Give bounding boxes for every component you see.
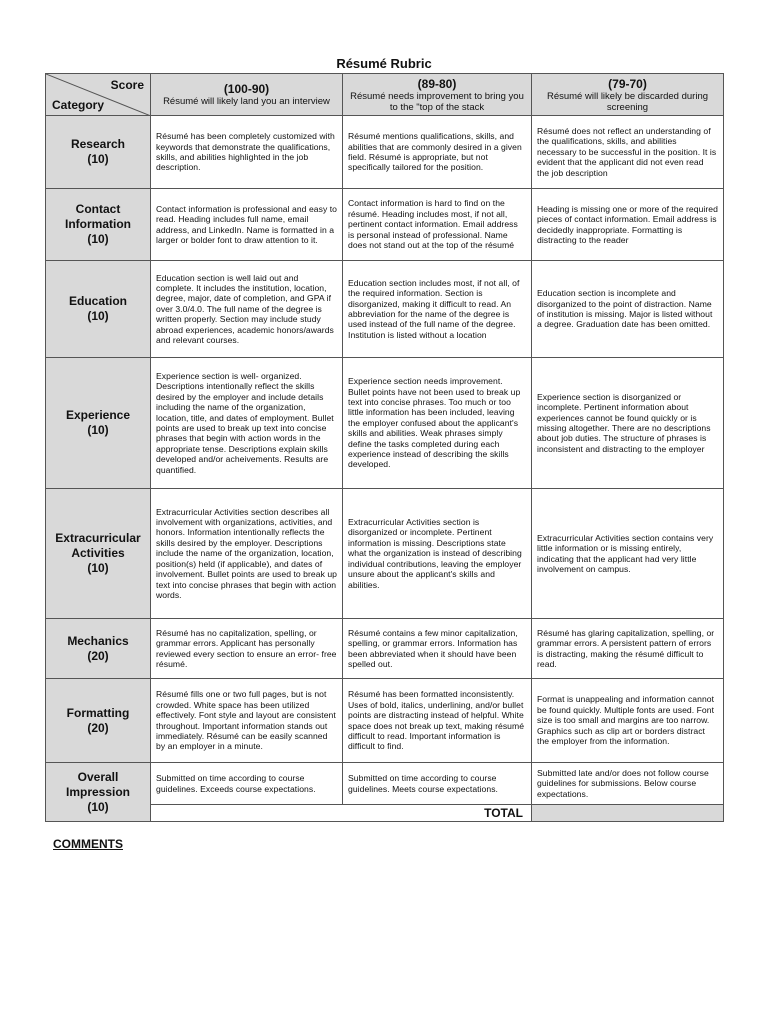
category-label: Category — [52, 98, 105, 112]
rubric-cell: Heading is missing one or more of the required pieces of contact information. Email address is decidedly inappropriate. Formatting is distracting to the reader — [532, 189, 724, 261]
rubric-cell: Extracurricular Activities section contains very little information or is missing entirely, indicating that the applicant had very little involvement on campus. — [532, 489, 724, 619]
rubric-cell: Extracurricular Activities section is disorganized or incomplete. Pertinent information is missing. Descriptions state what the organization is instead of describing individual contributions, leaving the employer unsure about the applicant's skills and abilities. — [343, 489, 532, 619]
rubric-cell: Submitted on time according to course guidelines. Exceeds course expectations. — [151, 763, 343, 805]
rubric-cell: Résumé mentions qualifications, skills, and abilities that are commonly desired in a given field. Résumé is appropriate, but not specifically tailored for the position. — [343, 116, 532, 189]
rubric-cell: Submitted late and/or does not follow course guidelines for submissions. Below course expectations. — [532, 763, 724, 805]
column-range: (89-80) — [417, 76, 457, 91]
row-overall-impression — [46, 763, 724, 805]
row-contact-information — [46, 189, 724, 261]
category-formatting: Formatting (20) — [46, 679, 151, 763]
row-experience — [46, 358, 724, 489]
row-formatting — [46, 679, 724, 763]
category-overall-impression: Overall Impression (10) — [46, 763, 151, 822]
corner-cell — [46, 74, 151, 116]
rubric-cell: Résumé has been completely customized with keywords that demonstrate the qualifications, skills, and abilities highlighted in the job description. — [151, 116, 343, 189]
column-desc: Résumé needs improvement to bring you to the "top of the stack — [350, 90, 524, 113]
page-title: Résumé Rubric — [336, 56, 432, 71]
category-extracurricular-activities: Extracurricular Activities (10) — [46, 489, 151, 619]
row-extracurricular-activities — [46, 489, 724, 619]
rubric-cell: Experience section is disorganized or incomplete. Pertinent information about experiences cannot be found quickly or is missing altogether. There are no descriptions about job duties. The structure of phrases is inconsistent and distracting to the employer — [532, 358, 724, 489]
rubric-cell: Extracurricular Activities section describes all involvement with organizations, activities, and honors. Information intentionally reflects the skills desired by the employer. Descriptions include the name of the organization, location, position(s) held (if applicable), and dates of involvement. Bullet points are used to break up text into concise phrases that begin with action words. — [151, 489, 343, 619]
column-range: (100-90) — [223, 82, 270, 96]
rubric-table — [45, 73, 724, 822]
rubric-cell: Format is unappealing and information cannot be found quickly. Multiple fonts are used. Font size is too small and margins are too narrow. Graphics such as clip art or borders distract the employer from the information. — [532, 679, 724, 763]
rubric-cell: Experience section needs improvement. Bullet points have not been used to break up text into concise phrases. Too much or too little information has been included, leaving the employer confused about the applicant's skills and abilities. Weak phrases simply define the tasks completed during each experience instead of describing the skills developed. — [343, 358, 532, 489]
category-contact-information: Contact Information (10) — [46, 189, 151, 261]
header-row — [46, 74, 724, 116]
rubric-cell: Résumé has no capitalization, spelling, or grammar errors. Applicant has personally reviewed every section to ensure an error- free résumé. — [151, 619, 343, 679]
rubric-cell: Education section is well laid out and complete. It includes the institution, location, degree, major, date of completion, and GPA if over 3.0/4.0. The full name of the degree is written properly. Section may include study abroad experiences, academic honors/awards and relevant courses. — [151, 261, 343, 358]
category-research: Research (10) — [46, 116, 151, 189]
column-range: (79-70) — [608, 76, 647, 91]
category-experience: Experience (10) — [46, 358, 151, 489]
row-mechanics — [46, 619, 724, 679]
rubric-cell: Contact information is hard to find on the résumé. Heading includes most, if not all, pertinent contact information. Email address is personal instead of professional. Name does not stand out at the top of the résumé — [343, 189, 532, 261]
rubric-cell: Résumé has glaring capitalization, spelling, or grammar errors. A persistent pattern of errors is distracting, making the résumé difficult to read. — [532, 619, 724, 679]
row-research — [46, 116, 724, 189]
column-header-3 — [532, 74, 724, 116]
column-desc: Résumé will likely be discarded during screening — [546, 90, 709, 113]
category-mechanics: Mechanics (20) — [46, 619, 151, 679]
score-label: Score — [110, 78, 144, 92]
rubric-cell: Résumé contains a few minor capitalization, spelling, or grammar errors. Information has been abbreviated when it should have been spelled out. — [343, 619, 532, 679]
column-desc: Résumé will likely land you an interview — [163, 96, 330, 107]
rubric-cell: Résumé has been formatted inconsistently. Uses of bold, italics, underlining, and/or bullet points are distracting instead of helpful. White space does not break up text, making résumé difficult to read. Important information is difficult to find. — [343, 679, 532, 763]
column-header-2 — [343, 74, 532, 116]
total-label: TOTAL — [151, 805, 532, 822]
rubric-cell: Contact information is professional and easy to read. Heading includes full name, email address, and LinkedIn. Name is formatted in a larger or bolder font to draw attention to it. — [151, 189, 343, 261]
category-education: Education (10) — [46, 261, 151, 358]
column-header-1 — [151, 74, 343, 116]
rubric-cell: Education section includes most, if not all, of the required information. Section is disorganized, making it difficult to read. An abbreviation for the name of the degree is used instead of the full name of the degree. Institution is listed without a location — [343, 261, 532, 358]
rubric-cell: Submitted on time according to course guidelines. Meets course expectations. — [343, 763, 532, 805]
rubric-cell: Résumé fills one or two full pages, but is not crowded. White space has been utilized effectively. Font style and layout are consistent throughout. Important information stands out immediately. Résumé can be easily scanned by an employer in a minute. — [151, 679, 343, 763]
total-score-cell — [532, 805, 724, 822]
rubric-cell: Résumé does not reflect an understanding of the qualifications, skills, and abilities necessary to be successful in the position. It is evident that the applicant did not even read the job description — [532, 116, 724, 189]
comments-heading: COMMENTS — [53, 837, 123, 851]
rubric-cell: Experience section is well- organized. Descriptions intentionally reflect the skills desired by the employer and include details including the name of the organization, location, title, and dates of employment. Bullet points are used to break up text into concise phrases that begin with action words in the appropriate tense. Descriptions explain skills developed and/or acheivements. Results are quantified. — [151, 358, 343, 489]
rubric-cell: Education section is incomplete and disorganized to the point of distraction. Name of institution is missing. Major is listed without a degree. Graduation date has been omitted. — [532, 261, 724, 358]
row-education — [46, 261, 724, 358]
